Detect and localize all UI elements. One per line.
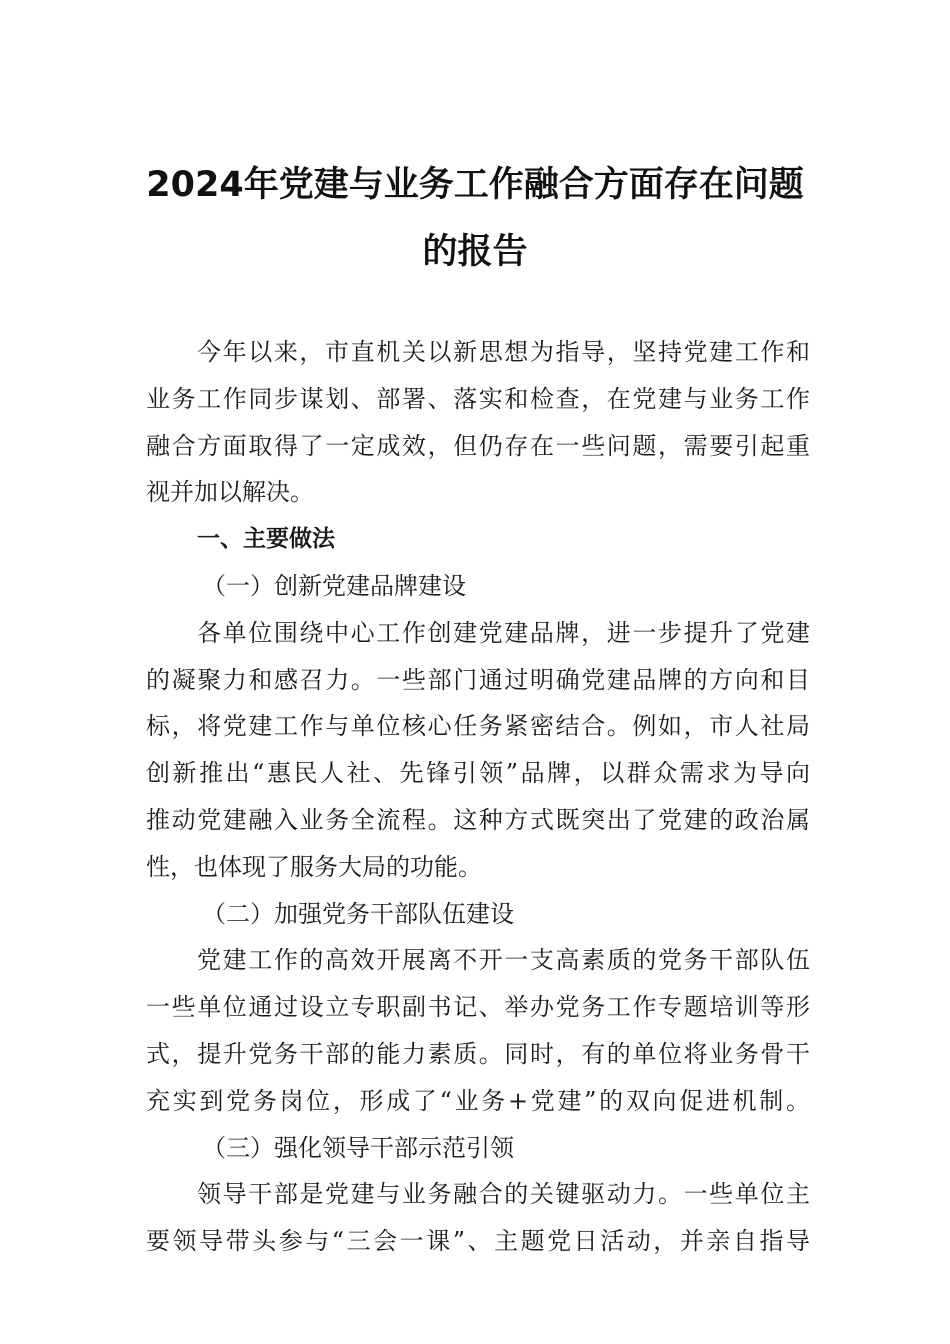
paragraph-line: 的凝聚力和感召力。一些部门通过明确党建品牌的方向和目: [146, 665, 810, 694]
paragraph-line: 式，提升党务干部的能力素质。同时，有的单位将业务骨干: [146, 1039, 810, 1068]
paragraph-line: 要领导带头参与“三会一课”、主题党日活动，并亲自指导: [146, 1227, 810, 1256]
subsection-heading: （三）强化领导干部示范引领: [202, 1133, 514, 1162]
paragraph-line: 视并加以解决。: [146, 478, 314, 507]
paragraph-line: 各单位围绕中心工作创建党建品牌，进一步提升了党建: [197, 618, 810, 647]
document-title-line-2: 的报告: [422, 232, 528, 272]
paragraph-line: 一些单位通过设立专职副书记、举办党务工作专题培训等形: [146, 993, 810, 1022]
paragraph-line: 党建工作的高效开展离不开一支高素质的党务干部队伍: [197, 946, 810, 975]
paragraph-line: 创新推出“惠民人社、先锋引领”品牌，以群众需求为导向: [146, 759, 810, 788]
document-body: [146, 329, 810, 1265]
paragraph-line: 融合方面取得了一定成效，但仍存在一些问题，需要引起重: [146, 431, 810, 460]
paragraph-line: 推动党建融入业务全流程。这种方式既突出了党建的政治属: [146, 805, 810, 834]
subsection-heading: （一）创新党建品牌建设: [202, 571, 466, 600]
document-title-line-1: 2024年党建与业务工作融合方面存在问题: [146, 165, 804, 205]
subsection-heading: （二）加强党务干部队伍建设: [202, 899, 514, 928]
paragraph-line: 充实到党务岗位，形成了“业务+党建”的双向促进机制。: [146, 1086, 810, 1115]
paragraph-line: 性，也体现了服务大局的功能。: [146, 852, 482, 881]
paragraph-line: 领导干部是党建与业务融合的关键驱动力。一些单位主: [197, 1180, 810, 1209]
paragraph-line: 今年以来，市直机关以新思想为指导，坚持党建工作和: [197, 338, 810, 366]
paragraph-line: 标，将党建工作与单位核心任务紧密结合。例如，市人社局: [146, 712, 810, 741]
section-heading: 一、主要做法: [197, 526, 335, 553]
paragraph-line: 业务工作同步谋划、部署、落实和检查，在党建与业务工作: [146, 384, 810, 413]
